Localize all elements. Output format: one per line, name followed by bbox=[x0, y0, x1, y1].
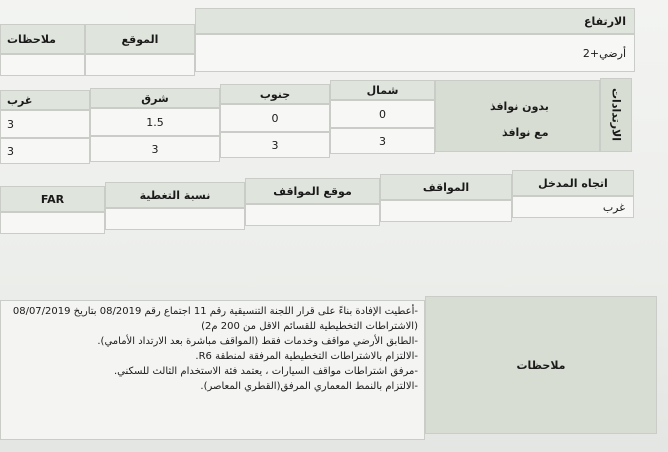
note-line-4: -الالتزام بالاشتراطات التخطيطية المرفقة لمنطقة R6. bbox=[195, 351, 418, 362]
setbacks-label: الارتدادات bbox=[600, 78, 632, 152]
header-elevation: الارتفاع bbox=[195, 8, 635, 34]
note-line-2: (الاشتراطات التخطيطية للقسائم الاقل من 200 م2) bbox=[201, 321, 418, 332]
cell-north-2: 3 bbox=[330, 128, 435, 154]
row-label-with-windows: مع نوافذ bbox=[502, 126, 549, 139]
setbacks-row-labels bbox=[435, 80, 600, 152]
notes-content bbox=[0, 300, 425, 440]
cell-south-1: 0 bbox=[220, 104, 330, 132]
note-line-1: -أعطيت الإفادة بناءً على قرار اللجنة التنسيقية رقم 11 اجتماع رقم 08/2019 بتاريخ 08/07/2019 bbox=[12, 306, 418, 317]
note-line-3: -الطابق الأرضي مواقف وخدمات فقط (المواقف مباشرة بعد الارتداد الأمامي). bbox=[97, 336, 418, 347]
header-entrance-direction: اتجاه المدخل bbox=[512, 170, 634, 196]
value-location bbox=[85, 54, 195, 76]
cell-east-2: 3 bbox=[90, 136, 220, 162]
header-far: FAR bbox=[0, 186, 105, 212]
header-parking: المواقف bbox=[380, 174, 512, 200]
header-east: شرق bbox=[90, 88, 220, 108]
cell-south-2: 3 bbox=[220, 132, 330, 158]
value-far bbox=[0, 212, 105, 234]
cell-west-2: 3 bbox=[0, 138, 90, 164]
note-line-6: -الالتزام بالنمط المعماري المرفق(القطري المعاصر). bbox=[200, 381, 418, 392]
value-coverage-ratio bbox=[105, 208, 245, 230]
value-elevation: أرضي+2 bbox=[195, 34, 635, 72]
notes-label: ملاحظات bbox=[425, 296, 657, 434]
value-notes bbox=[0, 54, 85, 76]
cell-west-1: 3 bbox=[0, 110, 90, 138]
row-label-no-windows: بدون نوافذ bbox=[490, 100, 549, 113]
header-notes: ملاحظات bbox=[0, 24, 85, 54]
header-location: الموقع bbox=[85, 24, 195, 54]
cell-north-1: 0 bbox=[330, 100, 435, 128]
value-parking bbox=[380, 200, 512, 222]
header-south: جنوب bbox=[220, 84, 330, 104]
header-north: شمال bbox=[330, 80, 435, 100]
note-line-5: -مرفق اشتراطات مواقف السيارات ، يعتمد فئة الاستخدام الثالث للسكني. bbox=[113, 366, 418, 377]
value-entrance-direction: غرب bbox=[512, 196, 634, 218]
header-coverage-ratio: نسبة التغطية bbox=[105, 182, 245, 208]
cell-east-1: 1.5 bbox=[90, 108, 220, 136]
header-west: غرب bbox=[0, 90, 90, 110]
value-parking-location bbox=[245, 204, 380, 226]
header-parking-location: موقع المواقف bbox=[245, 178, 380, 204]
